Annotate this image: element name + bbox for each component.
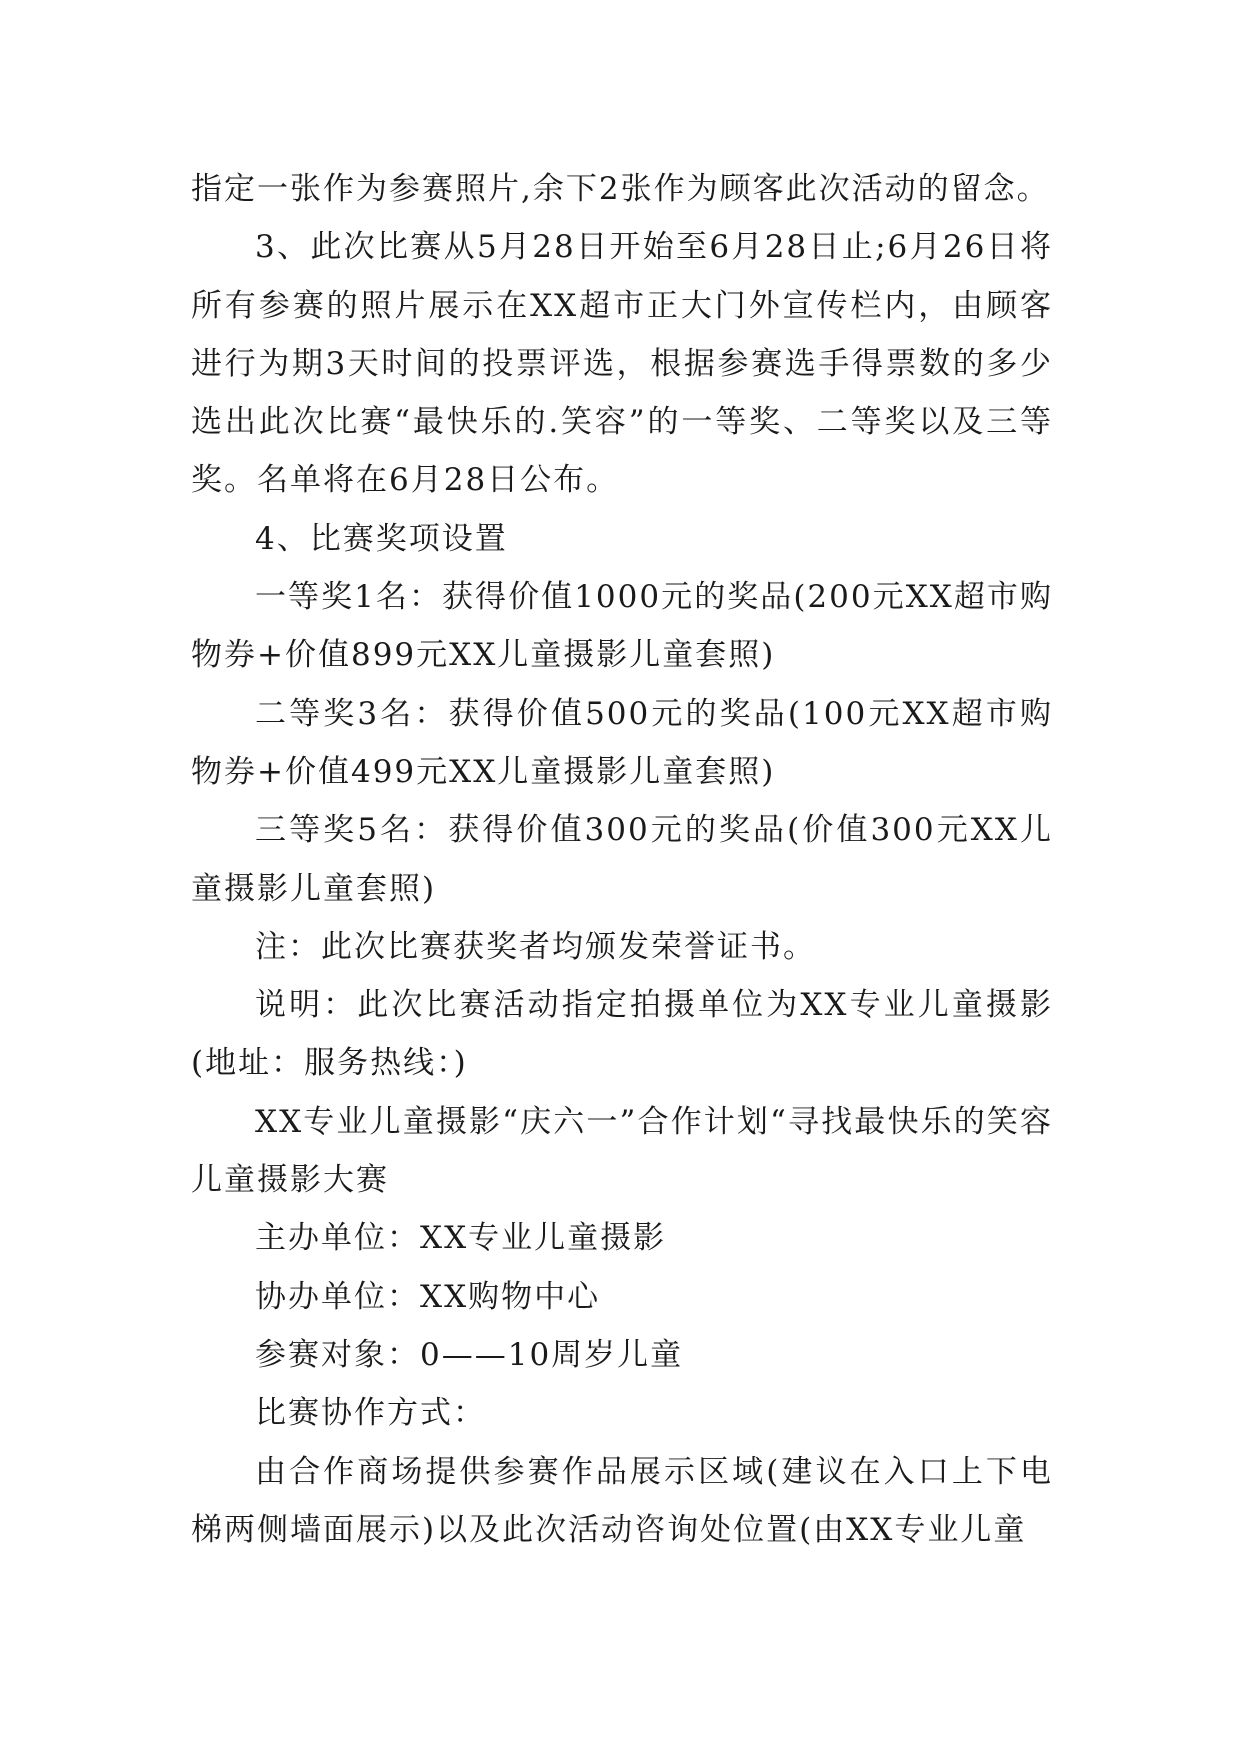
paragraph-photo-note: 指定一张作为参赛照片,余下2张作为顾客此次活动的留念。 [191,171,1050,207]
paragraph-cooperation-title: XX专业儿童摄影“庆六一”合作计划“寻找最快乐的笑容儿童摄影大赛 [191,1103,1053,1199]
paragraph-contest-schedule: 3、此次比赛从5月28日开始至6月28日止;6月26日将所有参赛的照片展示在XX超市正大门外宣传栏内，由顾客进行为期3天时间的投票评选，根据参赛选手得票数的多少选出此次比赛“最快乐的.笑容”的一等奖、二等奖以及三等奖。名单将在6月28日公布。 [191,229,1053,499]
paragraph-co-organizer: 协办单位：XX购物中心 [255,1278,601,1315]
paragraph-cooperation-method: 比赛协作方式： [255,1395,486,1432]
paragraph-certificate-note: 注：此次比赛获奖者均颁发荣誉证书。 [255,928,816,965]
paragraph-participants: 参赛对象：0——10周岁儿童 [255,1336,684,1373]
document-body [191,160,1053,1559]
paragraph-first-prize: 一等奖1名：获得价值1000元的奖品(200元XX超市购物券+价值899元XX儿童摄影儿童套照) [191,579,1053,674]
paragraph-studio-explanation: 说明：此次比赛活动指定拍摄单位为XX专业儿童摄影(地址：服务热线：) [191,987,1053,1082]
paragraph-third-prize: 三等奖5名：获得价值300元的奖品(价值300元XX儿童摄影儿童套照) [191,812,1053,907]
paragraph-exhibition-area: 由合作商场提供参赛作品展示区域(建议在入口上下电梯两侧墙面展示)以及此次活动咨询处位置(由XX专业儿童 [191,1453,1053,1548]
paragraph-second-prize: 二等奖3名：获得价值500元的奖品(100元XX超市购物券+价值499元XX儿童摄影儿童套照) [191,695,1053,790]
paragraph-organizer: 主办单位：XX专业儿童摄影 [255,1220,667,1257]
paragraph-awards-heading: 4、比赛奖项设置 [255,520,508,557]
